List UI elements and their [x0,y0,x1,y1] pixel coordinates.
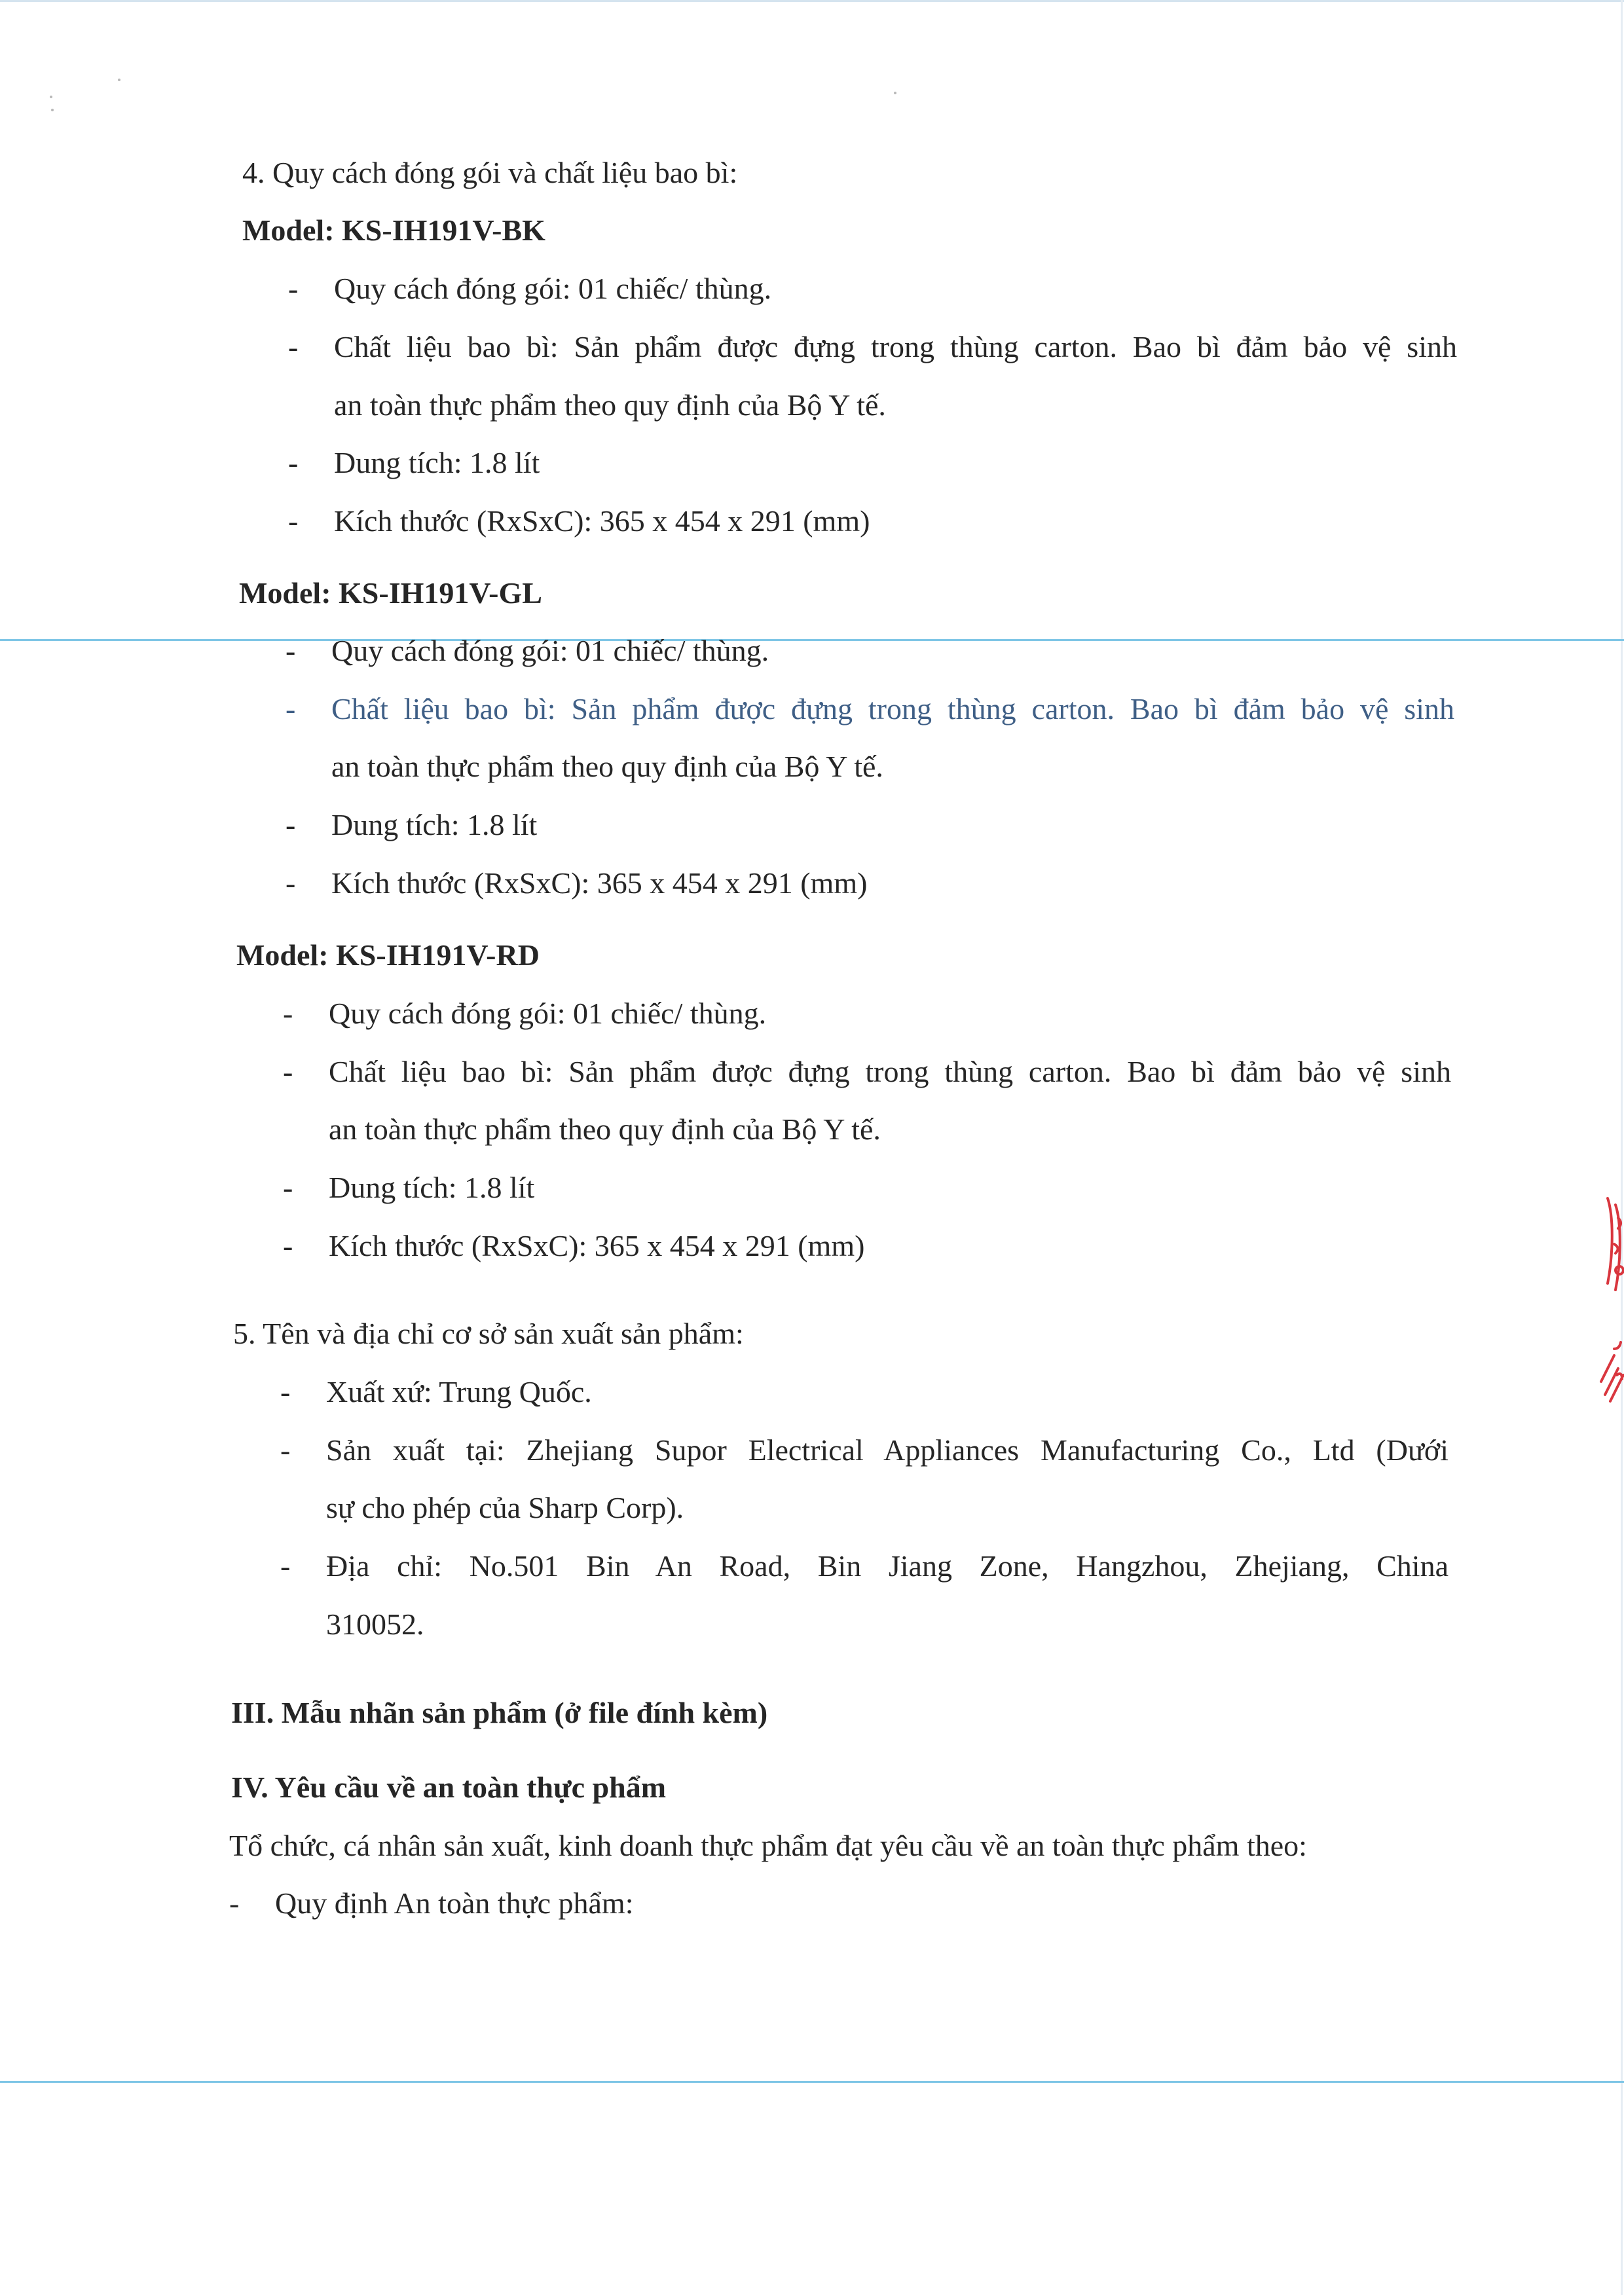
list-dash: - [286,808,296,841]
list-dash: - [229,1886,240,1920]
list-dash: - [288,272,299,305]
list-dash: - [283,1229,293,1262]
packing-spec: Quy cách đóng gói: 01 chiếc/ thùng. [331,634,769,667]
scan-line-lower [0,2081,1624,2083]
capacity-spec: Dung tích: 1.8 lít [329,1171,535,1204]
model-title: Model: KS-IH191V-RD [236,938,540,972]
section-iv-item1: Quy định An toàn thực phẩm: [275,1886,634,1920]
manufacturer-line1: Sản xuất tại: Zhejiang Supor Electrical Appliances Manufacturing Co., Ltd (Dưới [326,1433,1449,1467]
section-iii-heading: III. Mẫu nhãn sản phẩm (ở file đính kèm) [231,1696,768,1729]
scan-edge-right [1621,0,1623,2295]
capacity-spec: Dung tích: 1.8 lít [331,808,538,841]
section-iv-heading: IV. Yêu cầu về an toàn thực phẩm [231,1771,667,1804]
model-title: Model: KS-IH191V-GL [239,576,542,610]
stamp-graphic [1588,1179,1624,1493]
size-spec: Kích thước (RxSxC): 365 x 454 x 291 (mm) [329,1229,865,1262]
list-dash: - [283,1055,293,1088]
list-dash: - [283,997,293,1030]
size-spec: Kích thước (RxSxC): 365 x 454 x 291 (mm) [334,504,870,538]
scan-speck [51,109,54,111]
scan-speck [118,79,120,81]
list-dash: - [280,1549,291,1583]
list-dash: - [288,504,299,538]
origin: Xuất xứ: Trung Quốc. [326,1375,592,1408]
packing-spec: Quy cách đóng gói: 01 chiếc/ thùng. [334,272,772,305]
list-dash: - [283,1171,293,1204]
size-spec: Kích thước (RxSxC): 365 x 454 x 291 (mm) [331,866,868,900]
address-line2: 310052. [326,1607,424,1641]
list-dash: - [288,446,299,479]
list-dash: - [286,634,296,667]
address-line1: Địa chỉ: No.501 Bin An Road, Bin Jiang Zone, Hangzhou, Zhejiang, China [326,1549,1449,1583]
scan-speck [894,92,896,94]
model-title: Model: KS-IH191V-BK [242,213,545,247]
list-dash: - [280,1375,291,1408]
section-4-heading: 4. Quy cách đóng gói và chất liệu bao bì: [242,156,738,189]
material-spec-line1: Chất liệu bao bì: Sản phẩm được đựng trong thùng carton. Bao bì đảm bảo vệ sinh [329,1055,1451,1088]
scan-line-upper [0,639,1624,641]
list-dash: - [286,692,296,725]
section-iv-intro: Tổ chức, cá nhân sản xuất, kinh doanh thực phẩm đạt yêu cầu về an toàn thực phẩm theo: [229,1829,1307,1862]
list-dash: - [288,330,299,363]
list-dash: - [286,866,296,900]
material-spec-line2: an toàn thực phẩm theo quy định của Bộ Y tế. [334,388,886,422]
list-dash: - [280,1433,291,1467]
manufacturer-line2: sự cho phép của Sharp Corp). [326,1491,684,1524]
material-spec-line1: Chất liệu bao bì: Sản phẩm được đựng trong thùng carton. Bao bì đảm bảo vệ sinh [334,330,1457,363]
capacity-spec: Dung tích: 1.8 lít [334,446,540,479]
packing-spec: Quy cách đóng gói: 01 chiếc/ thùng. [329,997,767,1030]
scan-speck [50,96,52,98]
scan-edge-top [0,0,1624,2]
material-spec-line1: Chất liệu bao bì: Sản phẩm được đựng trong thùng carton. Bao bì đảm bảo vệ sinh [331,692,1454,725]
material-spec-line2: an toàn thực phẩm theo quy định của Bộ Y tế. [329,1112,881,1146]
material-spec-line2: an toàn thực phẩm theo quy định của Bộ Y tế. [331,750,883,783]
company-stamp-fragment [1588,1179,1624,1493]
section-5-heading: 5. Tên và địa chỉ cơ sở sản xuất sản phẩm: [233,1317,744,1350]
